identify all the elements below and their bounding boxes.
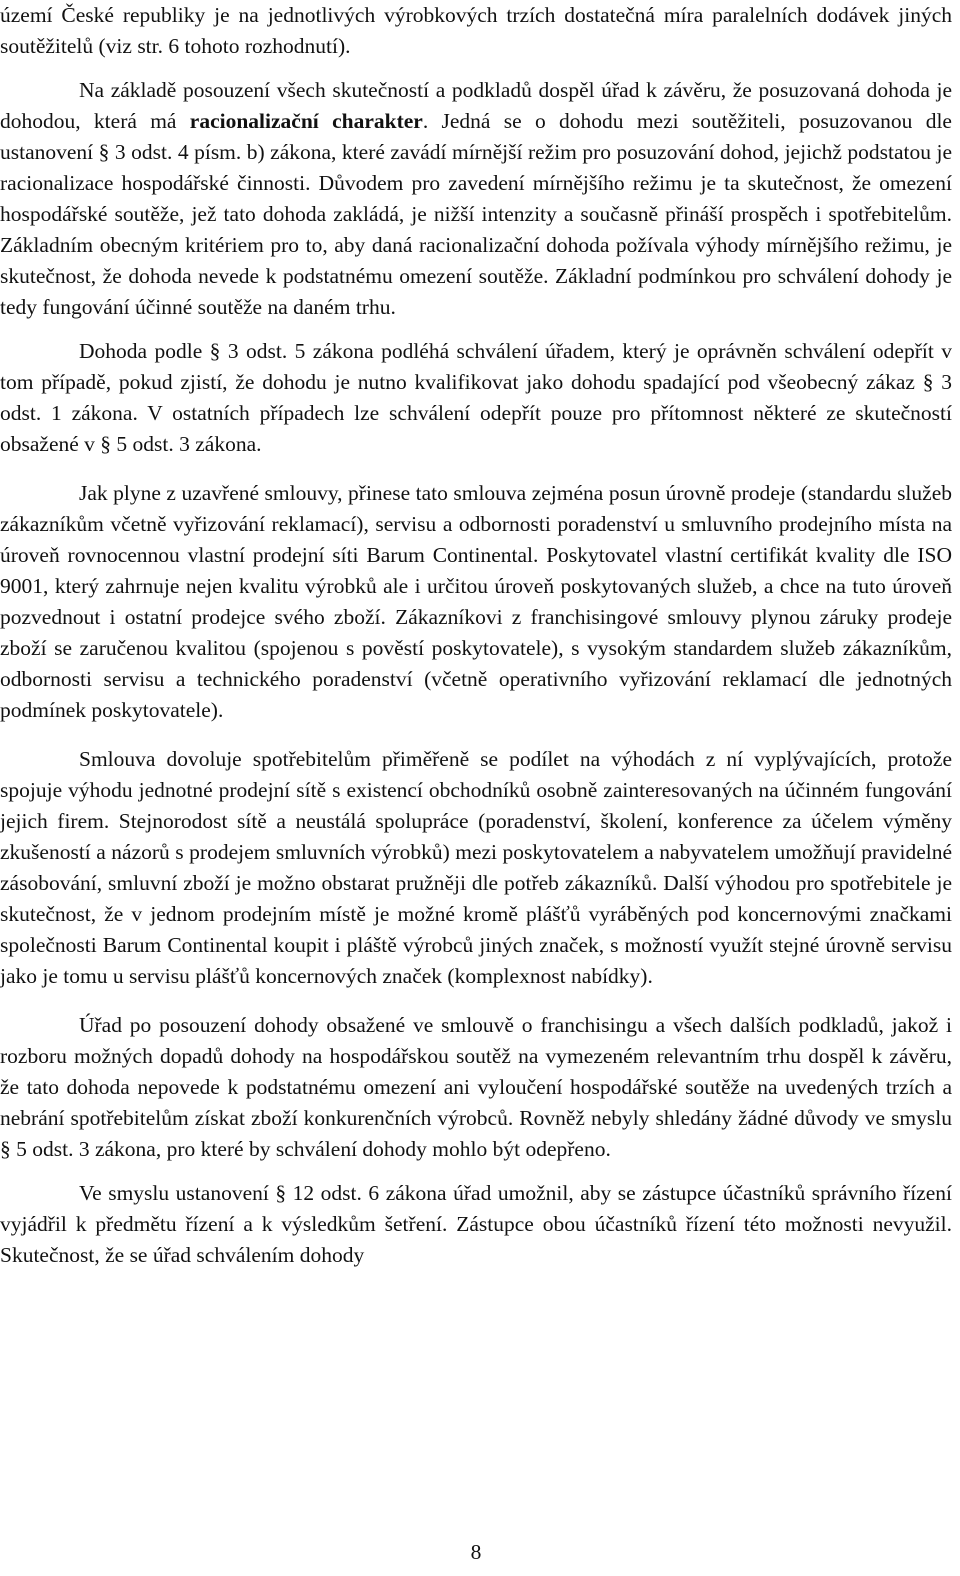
paragraph-2-text-a: Na základě posouzení všech skutečností a podkladů dospěl úřad k závěru, že posuzovaná dohoda je dohodou, která má <box>0 78 952 133</box>
paragraph-4: Jak plyne z uzavřené smlouvy, přinese tato smlouva zejména posun úrovně prodeje (standardu služeb zákazníkům včetně vyřizování reklamací), servisu a odbornosti poradenství u smluvního prodejního místa na úroveň rovnocennou vlastní prodejní síti Barum Continental. Poskytovatel vlastní certifikát kvality dle ISO 9001, který zahrnuje nejen kvalitu výrobků ale i určitou úroveň poskytovaných služeb, a chce na tuto úroveň pozvednout i ostatní prodejce svého zboží. Zákazníkovi z franchisingové smlouvy plynou záruky prodeje zboží se zaručenou kvalitou (spojenou s pověstí poskytovatele), s vysokým standardem služeb zákazníkům, odbornosti servisu a technického poradenství (včetně operativního vyřizování reklamací dle jednotných podmínek poskytovatele). <box>0 481 952 722</box>
paragraph-7: Ve smyslu ustanovení § 12 odst. 6 zákona úřad umožnil, aby se zástupce účastníků správního řízení vyjádřil k předmětu řízení a k výsledkům šetření. Zástupce obou účastníků řízení této možnosti nevyužil. Skutečnost, že se úřad schválením dohody <box>0 1181 952 1267</box>
paragraph-2-emphasis: racionalizační charakter <box>189 109 423 133</box>
paragraph-3: Dohoda podle § 3 odst. 5 zákona podléhá schválení úřadem, který je oprávněn schválení odepřít v tom případě, pokud zjistí, že dohodu je nutno kvalifikovat jako dohodu spadající pod všeobecný zákaz § 3 odst. 1 zákona. V ostatních případech lze schválení odepřít pouze pro přítomnost některé ze skutečností obsažené v § 5 odst. 3 zákona. <box>0 339 952 456</box>
page-number: 8 <box>470 1540 482 1564</box>
paragraph-2 <box>0 75 952 323</box>
paragraph-1: území České republiky je na jednotlivých výrobkových trzích dostatečná míra paralelních dodávek jiných soutěžitelů (viz str. 6 tohoto rozhodnutí). <box>0 3 952 58</box>
paragraph-6: Úřad po posouzení dohody obsažené ve smlouvě o franchisingu a všech dalších podkladů, jakož i rozboru možných dopadů dohody na hospodářskou soutěž na vymezeném relevantním trhu dospěl k závěru, že tato dohoda nepovede k podstatnému omezení ani vyloučení hospodářské soutěže na uvedených trzích a nebrání spotřebitelům získat zboží konkurenčních výrobců. Rovněž nebyly shledány žádné důvody ve smyslu § 5 odst. 3 zákona, pro které by schválení dohody mohlo být odepřeno. <box>0 1013 952 1161</box>
paragraph-5: Smlouva dovoluje spotřebitelům přiměřeně se podílet na výhodách z ní vyplývajících, protože spojuje výhodu jednotné prodejní sítě s existencí obchodníků osobně zainteresovaných na účinném fungování jejich firem. Stejnorodost sítě a neustálá spolupráce (poradenství, školení, konference za účelem výměny zkušeností a názorů s prodejem smluvních výrobků) mezi poskytovatelem a nabyvatelem umožňují pravidelné zásobování, smluvní zboží je možno obstarat pružněji dle potřeb zákazníků. Další výhodou pro spotřebitele je skutečnost, že v jednom prodejním místě je možné kromě plášťů vyráběných pod koncernovými značkami společnosti Barum Continental koupit i pláště výrobců jiných značek, s možností využít stejné úrovně servisu jako je tomu u servisu plášťů koncernových značek (komplexnost nabídky). <box>0 747 952 988</box>
paragraph-2-text-c: . Jedná se o dohodu mezi soutěžiteli, posuzovanou dle ustanovení § 3 odst. 4 písm. b) zákona, které zavádí mírnější režim pro posuzování dohod, jejichž podstatou je racionalizace hospodářské činnosti. Důvodem pro zavedení mírnějšího režimu je ta skutečnost, že omezení hospodářské soutěže, jež tato dohoda zakládá, je nižší intenzity a současně přináší prospěch i spotřebitelům. Základním obecným kritériem pro to, aby daná racionalizační dohoda požívala výhody mírnějšího režimu, je skutečnost, že dohoda nevede k podstatnému omezení soutěže. Základní podmínkou pro schválení dohody je tedy fungování účinné soutěže na daném trhu. <box>0 109 952 319</box>
